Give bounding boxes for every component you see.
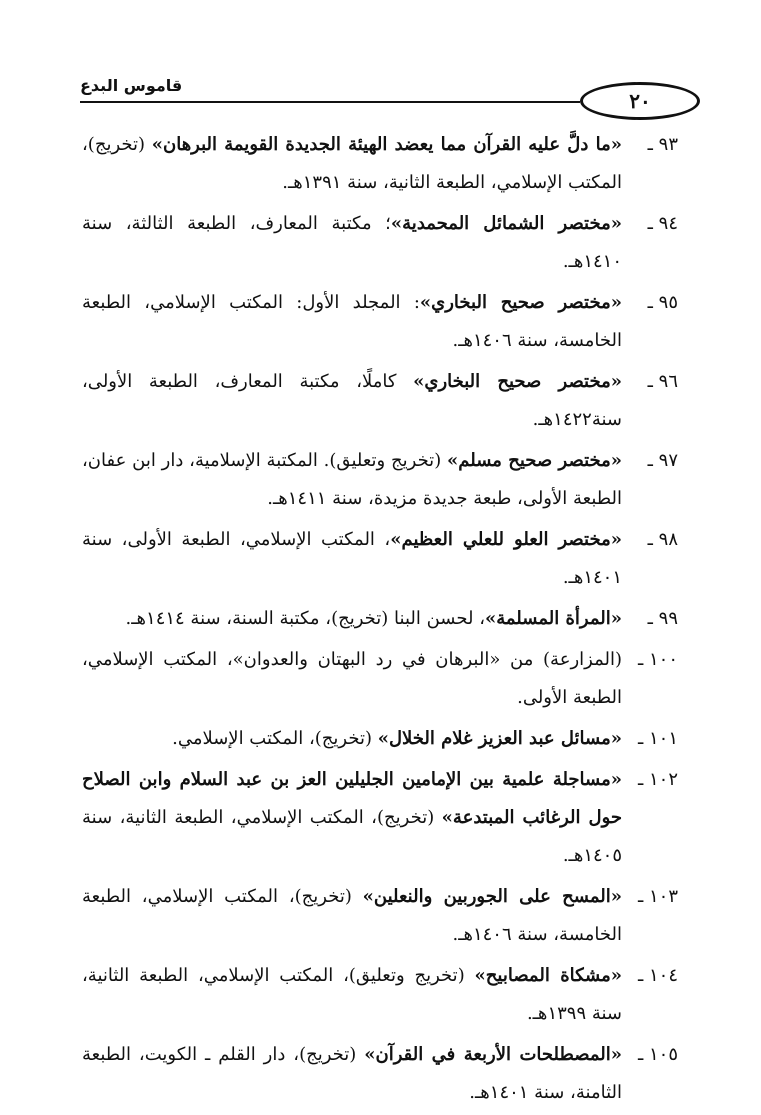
entry-number: ٩٧ ـ [647, 450, 678, 471]
entry-details: (تخريج)، المكتب الإسلامي، الطبعة الخامسة، سنة ١٤٠٦هـ. [82, 886, 622, 945]
entry-details: كاملًا، مكتبة المعارف، الطبعة الأولى، سنة١٤٢٢هـ. [82, 371, 622, 430]
entry-title: «مختصر الشمائل المحمدية» [390, 213, 622, 234]
entry-number: ٩٤ ـ [647, 213, 678, 234]
list-item [82, 957, 678, 1033]
entry-number: ١٠٠ ـ [637, 649, 678, 670]
list-item [82, 600, 678, 638]
entry-title: «مشكاة المصابيح» [474, 965, 622, 986]
entry-details: ، المكتب الإسلامي، الطبعة الأولى، سنة ١٤٠١هـ. [82, 529, 622, 588]
entry-number: ٩٩ ـ [647, 608, 678, 629]
entry-number: ٩٣ ـ [647, 134, 678, 155]
entry-title: «مسائل عبد العزيز غلام الخلال» [377, 728, 622, 749]
entry-number: ١٠١ ـ [637, 728, 678, 749]
list-item [82, 878, 678, 954]
entry-details: (المزارعة) من «البرهان في رد البهتان والعدوان»، المكتب الإسلامي، الطبعة الأولى. [82, 649, 622, 708]
entry-details: : المجلد الأول: المكتب الإسلامي، الطبعة الخامسة، سنة ١٤٠٦هـ. [82, 292, 622, 351]
entry-number: ١٠٥ ـ [637, 1044, 678, 1065]
entry-title: «المسح على الجوربين والنعلين» [362, 886, 622, 907]
running-title: قاموس البدع [80, 76, 183, 95]
entry-title: «مختصر صحيح البخاري» [419, 292, 622, 313]
entry-title: «مختصر العلو للعلي العظيم» [390, 529, 622, 550]
entry-title: «ما دلَّ عليه القرآن مما يعضد الهيئة الجديدة القويمة البرهان» [151, 134, 623, 155]
list-item [82, 720, 678, 758]
list-item [82, 442, 678, 518]
list-item [82, 641, 678, 717]
entry-title: «المرأة المسلمة» [485, 608, 622, 629]
list-item [82, 761, 678, 875]
list-item [82, 1036, 678, 1112]
list-item [82, 363, 678, 439]
page-number: ٢٠ [629, 89, 651, 113]
header-rule [80, 101, 580, 103]
list-item [82, 126, 678, 202]
entry-number: ٩٦ ـ [647, 371, 678, 392]
entry-title: «مساجلة علمية بين الإمامين الجليلين العز بن عبد السلام وابن الصلاح حول الرغائب المبتدعة» [82, 769, 622, 828]
entry-details: (تخريج)، دار القلم ـ الكويت، الطبعة الثامنة، سنة ١٤٠١هـ. [82, 1044, 622, 1103]
entry-title: «مختصر صحيح مسلم» [447, 450, 623, 471]
page-number-badge [580, 82, 700, 120]
entry-details: (تخريج)، المكتب الإسلامي، الطبعة الثانية، سنة ١٣٩١هـ. [82, 134, 622, 193]
bibliography-list [82, 126, 678, 1115]
entry-details: (تخريج وتعليق)، المكتب الإسلامي، الطبعة الثانية، سنة ١٣٩٩هـ. [82, 965, 622, 1024]
entry-number: ١٠٢ ـ [637, 769, 678, 790]
entry-number: ٩٨ ـ [647, 529, 678, 550]
page-header [80, 68, 700, 128]
list-item [82, 521, 678, 597]
entry-number: ١٠٤ ـ [637, 965, 678, 986]
list-item [82, 284, 678, 360]
list-item [82, 205, 678, 281]
entry-number: ٩٥ ـ [647, 292, 678, 313]
entry-title: «مختصر صحيح البخاري» [413, 371, 622, 392]
entry-details: ؛ مكتبة المعارف، الطبعة الثالثة، سنة ١٤١٠هـ. [82, 213, 622, 272]
entry-title: «المصطلحات الأربعة في القرآن» [364, 1044, 622, 1065]
entry-details: (تخريج)، المكتب الإسلامي. [172, 728, 378, 749]
entry-details: ، لحسن البنا (تخريج)، مكتبة السنة، سنة ١٤١٤هـ. [125, 608, 485, 629]
entry-details: (تخريج وتعليق). المكتبة الإسلامية، دار ابن عفان، الطبعة الأولى، طبعة جديدة مزيدة، سنة ١٤١١هـ. [82, 450, 622, 509]
entry-details: (تخريج)، المكتب الإسلامي، الطبعة الثانية، سنة ١٤٠٥هـ. [82, 807, 622, 866]
entry-number: ١٠٣ ـ [637, 886, 678, 907]
